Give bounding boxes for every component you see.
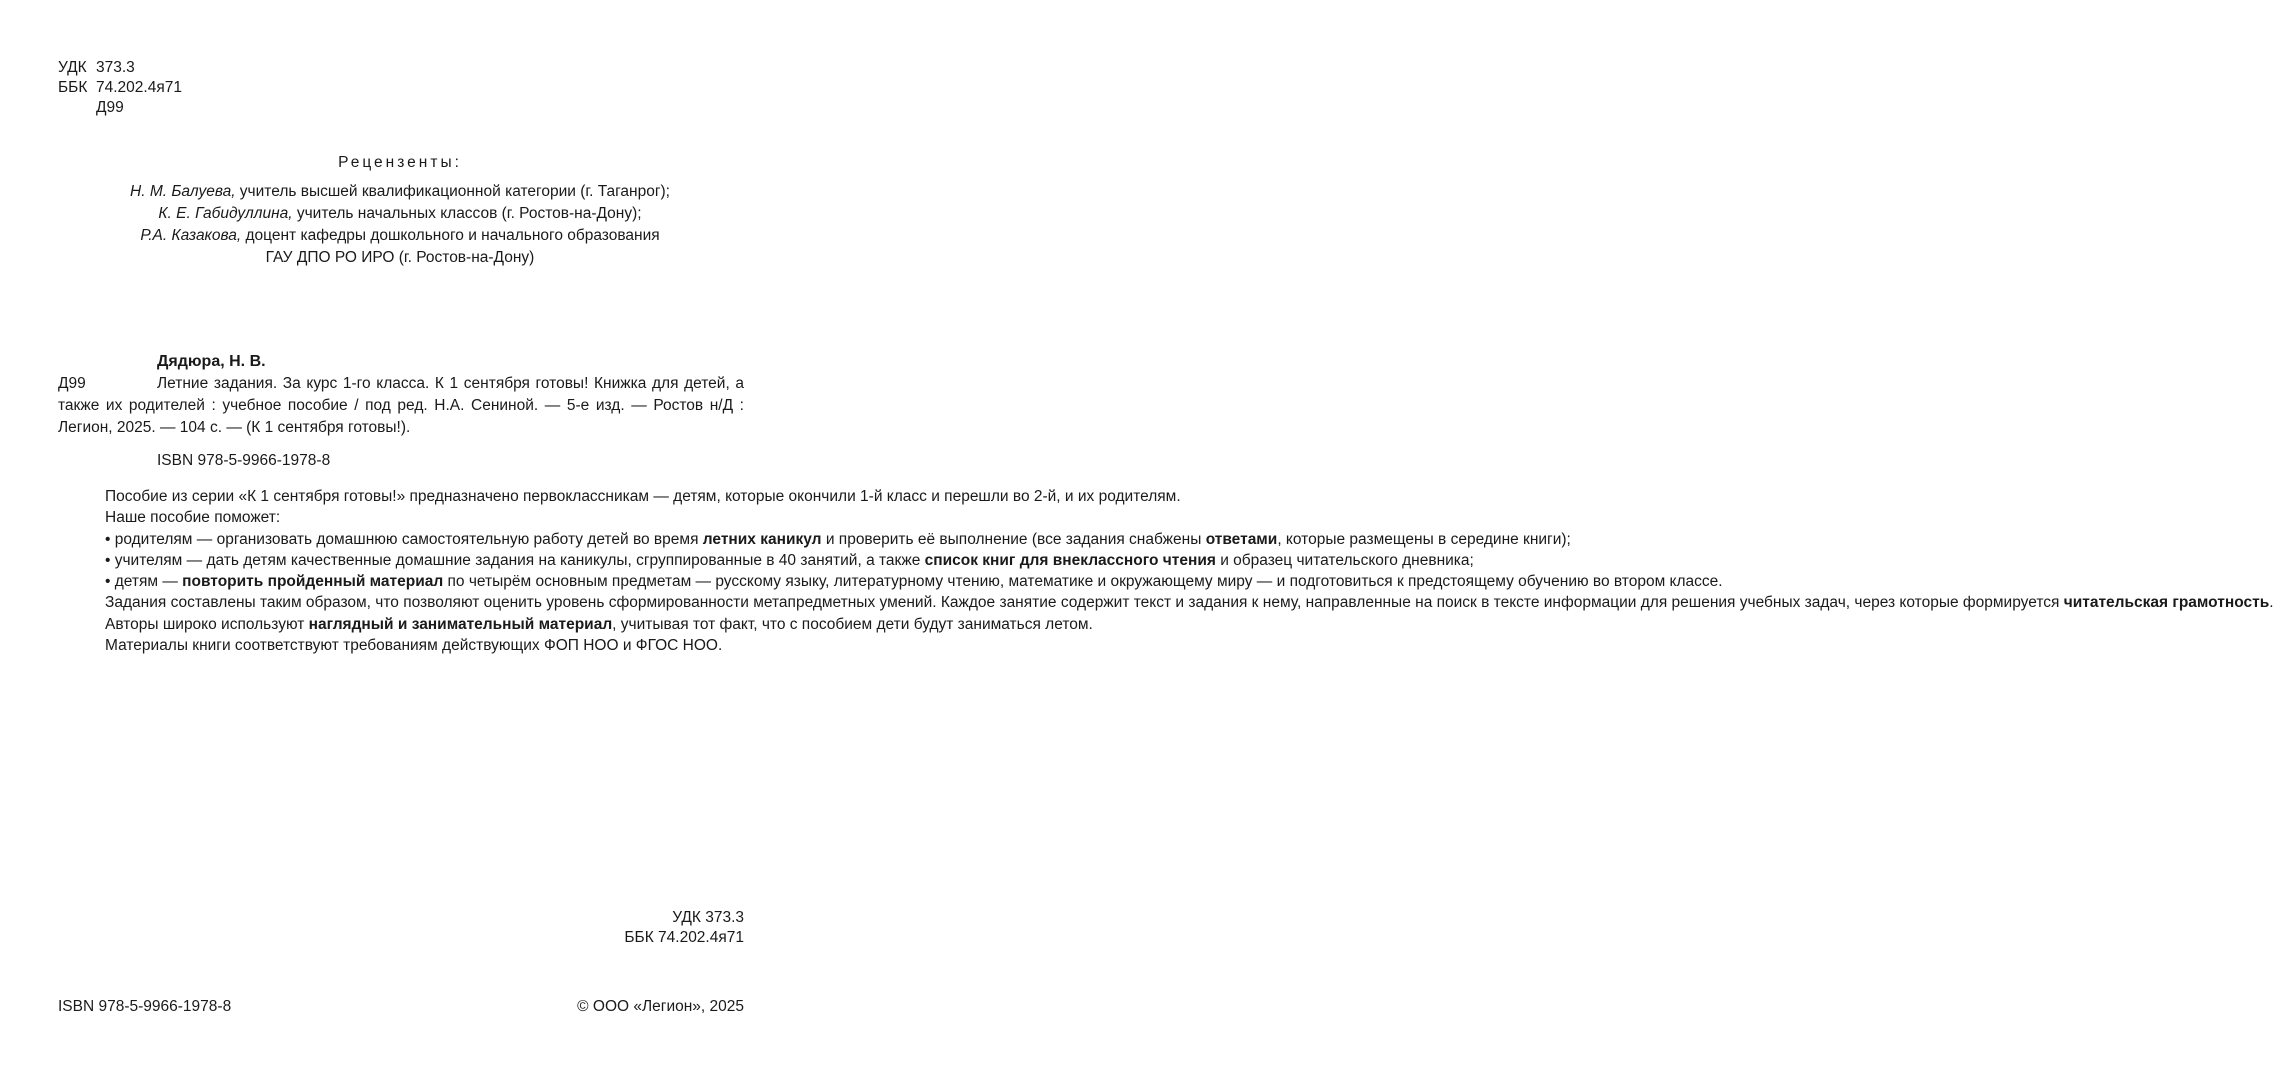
bib-description-block xyxy=(58,373,744,439)
annotation-p8: Материалы книги соответствуют требованиям действующих ФОП НОО и ФГОС НОО. xyxy=(105,637,723,655)
udk-label: УДК xyxy=(58,59,87,76)
reviewer-name: Р.А. Казакова, xyxy=(140,227,242,244)
annotation-p5: • детям — повторить пройденный материал по четырём основным предметам — русскому языку, литературному чтению, математике и окружающему миру — и подготовиться к предстоящему обучению во втором классе. xyxy=(105,573,1723,591)
bib-mark: Д99 xyxy=(58,375,86,392)
bib-description: Летние задания. За курс 1-го класса. К 1 сентября готовы! Книжка для детей, а также их родителей : учебное пособие / под ред. Н.А. Сениной. — 5-е изд. — Ростов н/Д : Легион, 2025. — 104 с. — (К 1 сентября готовы!). xyxy=(58,375,744,436)
bib-isbn: ISBN 978-5-9966-1978-8 xyxy=(157,452,331,469)
annotation-p1: Пособие из серии «К 1 сентября готовы!» предназначено первоклассникам — детям, которые окончили 1-й класс и перешли во 2-й, и их родителям. xyxy=(105,488,1181,505)
annotation-p2: Наше пособие поможет: xyxy=(105,509,281,527)
footer-udk: УДК 373.3 xyxy=(672,909,744,926)
footer-bbk: ББК 74.202.4я71 xyxy=(624,929,744,946)
annotation-p4: • учителям — дать детям качественные домашние задания на каникулы, сгруппированные в 40 занятий, а также список книг для внеклассного чтения и образец читательского дневника; xyxy=(105,551,1474,569)
reviewer-2 xyxy=(0,203,800,225)
annotation xyxy=(58,486,2274,656)
footer-classification xyxy=(575,908,744,948)
bbk-value: 74.202.4я71 xyxy=(96,79,182,96)
bib-author: Дядюра, Н. В. xyxy=(157,353,266,370)
reviewer-org: ГАУ ДПО РО ИРО (г. Ростов-на-Дону) xyxy=(265,249,535,266)
reviewer-text: учитель высшей квалификационной категории (г. Таганрог); xyxy=(235,183,670,200)
reviewer-3 xyxy=(0,225,800,247)
bbk-label: ББК xyxy=(58,79,88,96)
annotation-p3: • родителям — организовать домашнюю самостоятельную работу детей во время летних каникул и проверить её выполнение (все задания снабжены ответами, которые размещены в середине книги); xyxy=(105,530,1571,548)
annotation-p6: Задания составлены таким образом, что позволяют оценить уровень сформированности метапредметных умений. Каждое занятие содержит текст и задания к нему, направленные на поиск в тексте информации для решения учебных задач, через которые формируется читательская грамотность. xyxy=(105,594,2274,612)
reviewer-1 xyxy=(0,181,800,203)
classification-block xyxy=(58,58,182,118)
author-mark: Д99 xyxy=(96,99,124,116)
annotation-p7: Авторы широко используют наглядный и занимательный материал, учитывая тот факт, что с пособием дети будут заниматься летом. xyxy=(105,615,1093,633)
reviewer-name: Н. М. Балуева, xyxy=(130,183,236,200)
reviewers-title: Рецензенты: xyxy=(338,154,462,171)
footer-copyright: © ООО «Легион», 2025 xyxy=(577,998,744,1015)
reviewer-name: К. Е. Габидуллина, xyxy=(158,205,293,222)
footer-isbn: ISBN 978-5-9966-1978-8 xyxy=(58,998,232,1015)
udk-value: 373.3 xyxy=(96,59,135,76)
reviewer-text: доцент кафедры дошкольного и начального образования xyxy=(241,227,660,244)
reviewer-text: учитель начальных классов (г. Ростов-на-Дону); xyxy=(292,205,642,222)
